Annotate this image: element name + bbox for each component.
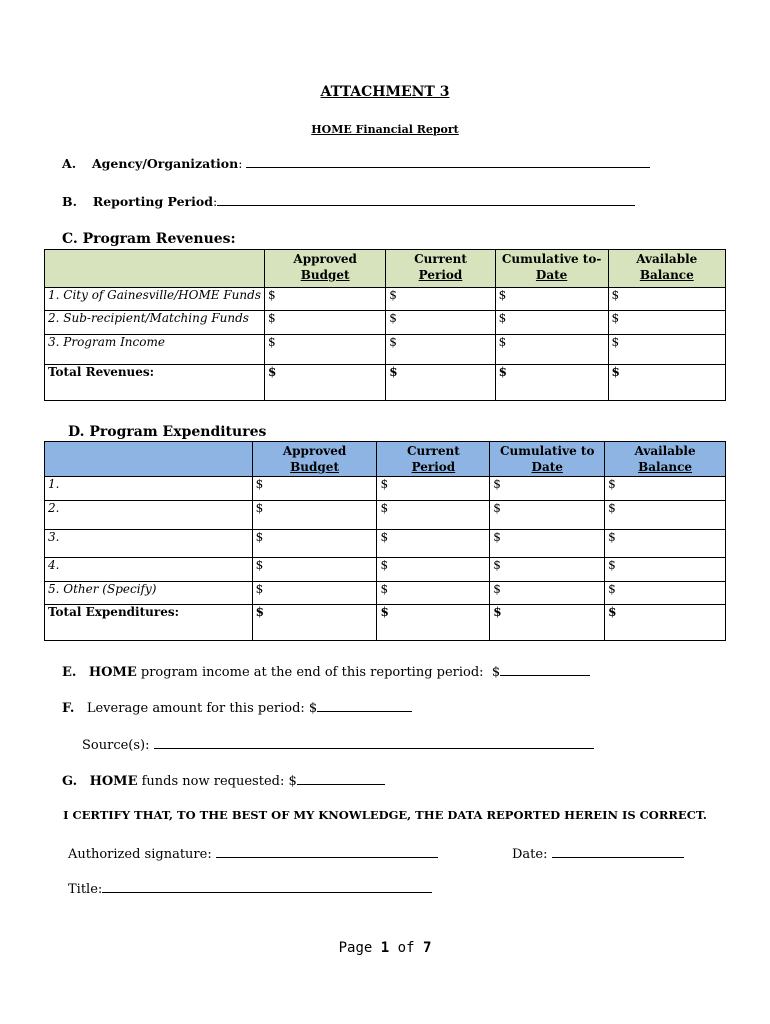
row-label: 3. Program Income: [45, 335, 265, 365]
leverage-input-line[interactable]: [317, 699, 412, 712]
revenues-header-row: [45, 250, 726, 288]
agency-label: Agency/Organization: [91, 156, 239, 171]
rev-col-current-period: Current Period: [386, 250, 495, 288]
funds-requested-question: [62, 772, 385, 789]
amount-cell[interactable]: $: [252, 582, 377, 605]
amount-cell[interactable]: $: [490, 530, 605, 558]
amount-cell[interactable]: $: [495, 311, 608, 335]
document-title: ATTACHMENT 3: [320, 84, 450, 100]
rev-col-available-balance: Available Balance: [608, 250, 725, 288]
amount-cell[interactable]: $: [377, 558, 490, 582]
revenues-header-blank: [45, 250, 265, 288]
of-word: of: [397, 940, 415, 956]
total-amount-cell[interactable]: $: [605, 605, 726, 641]
amount-cell[interactable]: $: [608, 311, 725, 335]
exp-col-available-balance: Available Balance: [605, 442, 726, 477]
reporting-period-label: Reporting Period: [92, 194, 213, 209]
total-amount-cell[interactable]: $: [608, 365, 725, 401]
signature-input-line[interactable]: [216, 845, 438, 858]
page-number: 1: [380, 940, 390, 956]
amount-cell[interactable]: $: [490, 582, 605, 605]
title-label: Title:: [68, 882, 103, 897]
row-label: 4.: [45, 558, 253, 582]
reporting-period-field: B. Reporting Period:: [62, 193, 635, 209]
row-label: 1. City of Gainesville/HOME Funds: [45, 288, 265, 311]
sources-field: [82, 736, 594, 753]
revenues-total-row: [45, 365, 726, 401]
amount-cell[interactable]: $: [252, 530, 377, 558]
field-f-letter: F.: [62, 701, 75, 716]
document-subtitle: HOME Financial Report: [311, 123, 459, 136]
table-row: [45, 501, 726, 530]
page-footer: [0, 940, 770, 956]
date-label: Date:: [512, 847, 548, 862]
certification-statement: I CERTIFY THAT, TO THE BEST OF MY KNOWLEDGE, THE DATA REPORTED HEREIN IS CORRECT.: [63, 808, 707, 822]
amount-cell[interactable]: $: [252, 477, 377, 501]
total-expenditures-label: Total Expenditures:: [45, 605, 253, 641]
amount-cell[interactable]: $: [605, 477, 726, 501]
program-income-input-line[interactable]: [500, 663, 590, 676]
table-row: [45, 582, 726, 605]
amount-cell[interactable]: $: [386, 311, 495, 335]
date-input-line[interactable]: [552, 845, 684, 858]
amount-cell[interactable]: $: [386, 335, 495, 365]
amount-cell[interactable]: $: [490, 558, 605, 582]
row-label: 5. Other (Specify): [45, 582, 253, 605]
table-row: [45, 335, 726, 365]
amount-cell[interactable]: $: [377, 477, 490, 501]
total-amount-cell[interactable]: $: [490, 605, 605, 641]
home-label-e: HOME: [88, 665, 137, 680]
field-e-letter: E.: [62, 665, 77, 680]
sources-input-line[interactable]: [154, 736, 594, 749]
date-field: [512, 845, 684, 862]
title-field: [68, 880, 432, 897]
amount-cell[interactable]: $: [264, 288, 385, 311]
table-row: [45, 558, 726, 582]
page-word: Page: [338, 940, 373, 956]
field-g-letter: G.: [62, 774, 78, 789]
leverage-question: [62, 699, 412, 716]
amount-cell[interactable]: $: [377, 501, 490, 530]
exp-col-cumulative-to-date: Cumulative to Date: [490, 442, 605, 477]
signature-field: [68, 845, 438, 862]
amount-cell[interactable]: $: [605, 582, 726, 605]
expenditures-header-blank: [45, 442, 253, 477]
table-row: [45, 288, 726, 311]
amount-cell[interactable]: $: [605, 501, 726, 530]
exp-col-approved-budget: Approved Budget: [252, 442, 377, 477]
expenditures-heading: D. Program Expenditures: [68, 424, 267, 440]
amount-cell[interactable]: $: [490, 501, 605, 530]
row-label: 2. Sub-recipient/Matching Funds: [45, 311, 265, 335]
row-label: 1.: [45, 477, 253, 501]
total-amount-cell[interactable]: $: [264, 365, 385, 401]
amount-cell[interactable]: $: [252, 558, 377, 582]
total-revenues-label: Total Revenues:: [45, 365, 265, 401]
program-income-question: [62, 663, 590, 680]
amount-cell[interactable]: $: [605, 558, 726, 582]
home-label-g: HOME: [89, 774, 138, 789]
total-amount-cell[interactable]: $: [386, 365, 495, 401]
amount-cell[interactable]: $: [252, 501, 377, 530]
amount-cell[interactable]: $: [605, 530, 726, 558]
sources-label: Source(s):: [82, 738, 150, 753]
table-row: [45, 311, 726, 335]
expenditures-header-row: [45, 442, 726, 477]
funds-requested-input-line[interactable]: [297, 772, 385, 785]
revenues-heading: C. Program Revenues:: [62, 231, 236, 247]
amount-cell[interactable]: $: [377, 582, 490, 605]
total-amount-cell[interactable]: $: [495, 365, 608, 401]
amount-cell[interactable]: $: [377, 530, 490, 558]
amount-cell[interactable]: $: [495, 288, 608, 311]
signature-label: Authorized signature:: [68, 847, 212, 862]
reporting-period-input-line[interactable]: [217, 193, 635, 206]
amount-cell[interactable]: $: [264, 335, 385, 365]
amount-cell[interactable]: $: [386, 288, 495, 311]
title-input-line[interactable]: [102, 880, 432, 893]
program-income-text: program income at the end of this reporting period:: [140, 665, 484, 680]
page-total: 7: [422, 940, 432, 956]
rev-col-approved-budget: Approved Budget: [264, 250, 385, 288]
row-label: 2.: [45, 501, 253, 530]
revenues-table: [44, 249, 726, 401]
total-amount-cell[interactable]: $: [377, 605, 490, 641]
exp-col-current-period: Current Period: [377, 442, 490, 477]
expenditures-table: [44, 441, 726, 641]
table-row: [45, 530, 726, 558]
table-row: [45, 477, 726, 501]
expenditures-total-row: [45, 605, 726, 641]
amount-cell[interactable]: $: [495, 335, 608, 365]
dollar-sign: $: [491, 665, 501, 680]
agency-input-line[interactable]: [246, 155, 650, 168]
agency-field: A. Agency/Organization:: [62, 155, 650, 171]
funds-requested-text: funds now requested: $: [141, 774, 297, 789]
row-label: 3.: [45, 530, 253, 558]
amount-cell[interactable]: $: [490, 477, 605, 501]
amount-cell[interactable]: $: [264, 311, 385, 335]
rev-col-cumulative-to-date: Cumulative to- Date: [495, 250, 608, 288]
leverage-text: Leverage amount for this period: $: [86, 701, 318, 716]
amount-cell[interactable]: $: [608, 288, 725, 311]
field-b-letter: B.: [62, 194, 77, 209]
total-amount-cell[interactable]: $: [252, 605, 377, 641]
amount-cell[interactable]: $: [608, 335, 725, 365]
field-a-letter: A.: [62, 156, 77, 171]
